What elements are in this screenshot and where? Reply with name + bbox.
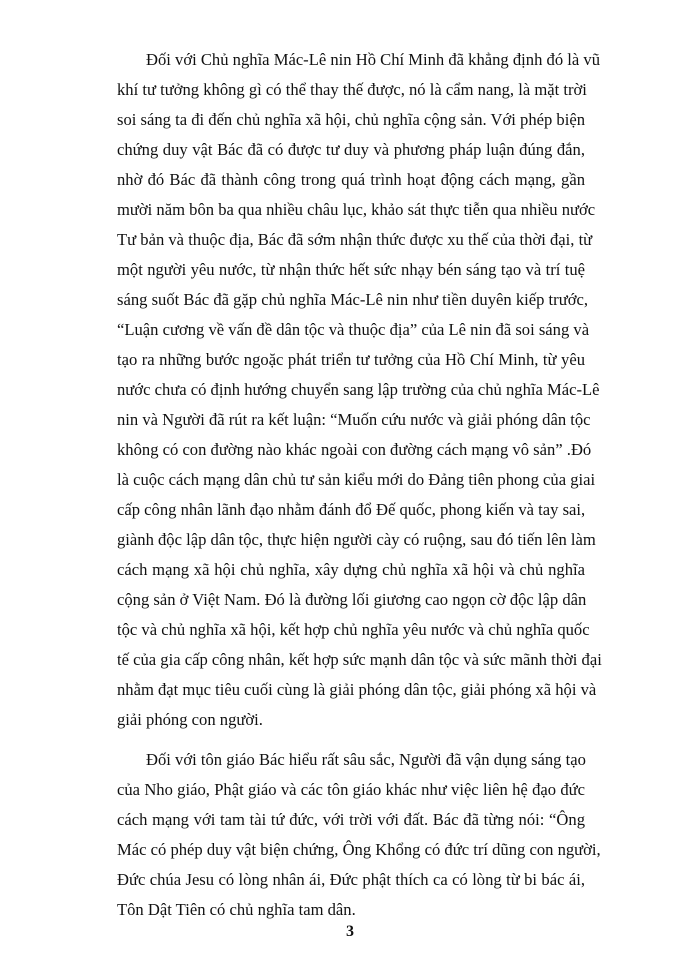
paragraph-1-line-11: tạo ra những bước ngoặc phát triển tư tưởng của Hồ Chí Minh, từ yêu — [117, 350, 585, 369]
paragraph-2-line-6: Tôn Dật Tiên có chủ nghĩa tam dân. — [117, 900, 356, 919]
paragraph-1-line-18: cách mạng xã hội chủ nghĩa, xây dựng chủ nghĩa xã hội và chủ nghĩa — [117, 560, 585, 579]
paragraph-1-line-20: tộc và chủ nghĩa xã hội, kết hợp chủ nghĩa yêu nước và chủ nghĩa quốc — [117, 620, 590, 639]
paragraph-1-line-5: nhờ đó Bác đã thành công trong quá trình hoạt động cách mạng, gần — [117, 170, 585, 189]
paragraph-1-line-17: giành độc lập dân tộc, thực hiện người cày có ruộng, sau đó tiến lên làm — [117, 530, 596, 549]
paragraph-1-line-19: cộng sản ở Việt Nam. Đó là đường lối giương cao ngọn cờ độc lập dân — [117, 590, 587, 609]
paragraph-1-line-4: chứng duy vật Bác đã có được tư duy và phương pháp luận đúng đắn, — [117, 140, 585, 159]
paragraph-1-line-6: mười năm bôn ba qua nhiều châu lục, khảo sát thực tiễn qua nhiều nước — [117, 200, 596, 219]
paragraph-1-line-9: sáng suốt Bác đã gặp chủ nghĩa Mác-Lê nin như tiền duyên kiếp trước, — [117, 290, 588, 309]
paragraph-1-line-8: một người yêu nước, từ nhận thức hết sức nhạy bén sáng tạo và trí tuệ — [117, 260, 585, 279]
paragraph-1-line-16: cấp công nhân lãnh đạo nhằm đánh đổ Đế quốc, phong kiến và tay sai, — [117, 500, 586, 519]
paragraph-1-line-14: không có con đường nào khác ngoài con đường cách mạng vô sản” .Đó — [117, 440, 592, 459]
paragraph-2-line-2: của Nho giáo, Phật giáo và các tôn giáo khác như việc liên hệ đạo đức — [117, 780, 585, 799]
paragraph-1-line-2: khí tư tưởng không gì có thể thay thế được, nó là cẩm nang, là mặt trời — [117, 80, 587, 99]
paragraph-1-line-22: nhằm đạt mục tiêu cuối cùng là giải phóng dân tộc, giải phóng xã hội và — [117, 680, 597, 699]
page-number: 3 — [346, 923, 354, 940]
paragraph-1-line-15: là cuộc cách mạng dân chủ tư sản kiểu mới do Đảng tiên phong của giai — [117, 470, 596, 489]
paragraph-2-line-3: cách mạng với tam tài tứ đức, với trời với đất. Bác đã từng nói: “Ông — [117, 810, 585, 829]
paragraph-1-line-10: “Luận cương về vấn đề dân tộc và thuộc địa” của Lê nin đã soi sáng và — [117, 320, 590, 339]
paragraph-2-line-4: Mác có phép duy vật biện chứng, Ông Khổng có đức trí dũng con người, — [117, 840, 601, 859]
paragraph-1-line-7: Tư bản và thuộc địa, Bác đã sớm nhận thức được xu thế của thời đại, từ — [117, 230, 593, 249]
paragraph-1-line-1: Đối với Chủ nghĩa Mác-Lê nin Hồ Chí Minh đã khẳng định đó là vũ — [146, 50, 600, 69]
paragraph-1-line-21: tế của gia cấp công nhân, kết hợp sức mạnh dân tộc và sức mãnh thời đại — [117, 650, 602, 669]
paragraph-1-line-3: soi sáng ta đi đến chủ nghĩa xã hội, chủ nghĩa cộng sản. Với phép biện — [117, 110, 585, 129]
paragraph-1-line-23: giải phóng con người. — [117, 710, 263, 729]
paragraph-1-line-13: nin và Người đã rút ra kết luận: “Muốn cứu nước và giải phóng dân tộc — [117, 410, 591, 429]
paragraph-2-line-5: Đức chúa Jesu có lòng nhân ái, Đức phật thích ca có lòng từ bi bác ái, — [117, 870, 585, 889]
paragraph-1-line-12: nước chưa có định hướng chuyển sang lập trường của chủ nghĩa Mác-Lê — [117, 380, 600, 399]
paragraph-2-line-1: Đối với tôn giáo Bác hiểu rất sâu sắc, Người đã vận dụng sáng tạo — [146, 750, 586, 769]
